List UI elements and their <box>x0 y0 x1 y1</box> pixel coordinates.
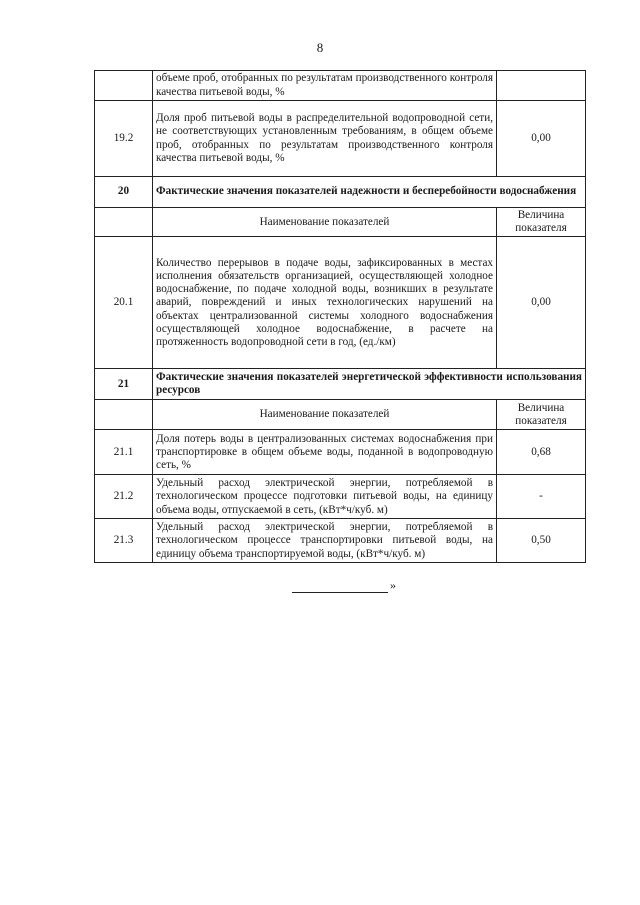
header-empty-cell <box>95 208 153 237</box>
header-value: Величина показателя <box>497 208 586 237</box>
table-row <box>95 237 586 369</box>
closing-quote: » <box>390 578 396 592</box>
indicator-text: Доля потерь воды в централизованных системах водоснабжения при транспортировке в общем объеме воды, поданной в водопроводную сеть, % <box>153 430 497 475</box>
section-number: 21 <box>95 369 153 400</box>
page-number: 8 <box>316 40 324 55</box>
section-row <box>95 369 586 400</box>
section-title: Фактические значения показателей энергетической эффективности использования ресурсов <box>153 369 586 400</box>
row-number: 21.2 <box>95 475 153 519</box>
closing-underline <box>292 582 388 593</box>
indicator-value: - <box>497 475 586 519</box>
row-number: 19.2 <box>95 101 153 177</box>
row-number: 21.1 <box>95 430 153 475</box>
section-number: 20 <box>95 177 153 208</box>
header-row <box>95 400 586 430</box>
header-name: Наименование показателей <box>153 208 497 237</box>
table-row <box>95 475 586 519</box>
indicator-value: 0,00 <box>497 101 586 177</box>
header-empty-cell <box>95 400 153 430</box>
indicator-text: Удельный расход электрической энергии, потребляемой в технологическом процессе транспортировки питьевой воды, на единицу объема транспортируемой воды, (кВт*ч/куб. м) <box>153 519 497 563</box>
section-title: Фактические значения показателей надежности и бесперебойности водоснабжения <box>153 177 586 208</box>
indicators-table <box>94 70 586 563</box>
indicator-value: 0,68 <box>497 430 586 475</box>
indicator-text: Удельный расход электрической энергии, потребляемой в технологическом процессе подготовки питьевой воды, на единицу объема воды, отпускаемой в сеть, (кВт*ч/куб. м) <box>153 475 497 519</box>
indicator-text: Доля проб питьевой воды в распределительной водопроводной сети, не соответствующих установленным требованиям, в общем объеме проб, отобранных по результатам производственного контроля качества питьевой воды, % <box>153 101 497 177</box>
header-name: Наименование показателей <box>153 400 497 430</box>
row-number: 20.1 <box>95 237 153 369</box>
indicator-text: Количество перерывов в подаче воды, зафиксированных в местах исполнения обязательств организацией, осуществляющей холодное водоснабжение, по подаче холодной воды, возникших в результате аварий, повреждений и иных технологических нарушений на объектах централизованной системы холодного водоснабжения осуществляющей холодное водоснабжение, в расчете на протяженность водопроводной сети в год, (ед./км) <box>153 237 497 369</box>
header-row <box>95 208 586 237</box>
table-row <box>95 519 586 563</box>
indicator-value: 0,00 <box>497 237 586 369</box>
table-row <box>95 430 586 475</box>
header-value: Величина показателя <box>497 400 586 430</box>
section-row <box>95 177 586 208</box>
indicator-text: объеме проб, отобранных по результатам производственного контроля качества питьевой воды, % <box>153 71 497 101</box>
indicator-value: 0,50 <box>497 519 586 563</box>
table-row <box>95 101 586 177</box>
closing-mark <box>292 578 396 593</box>
row-number: 21.3 <box>95 519 153 563</box>
indicator-value <box>497 71 586 101</box>
row-number <box>95 71 153 101</box>
table-row <box>95 71 586 101</box>
